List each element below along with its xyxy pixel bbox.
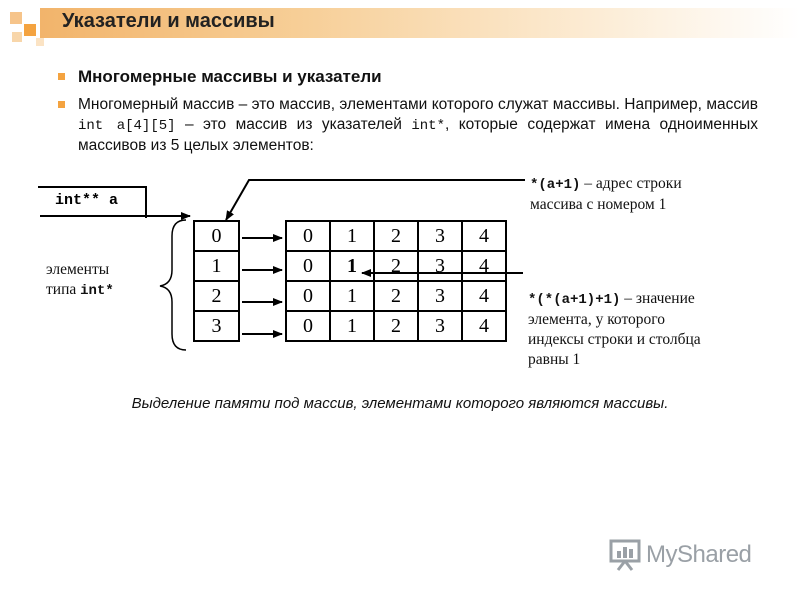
annotation-text: – адрес строки массива с номером 1 [530,175,682,213]
matrix-cell: 3 [417,310,463,342]
matrix-cell: 2 [373,220,419,252]
annotation-code: *(a+1) [530,177,581,193]
matrix-cell: 2 [373,310,419,342]
matrix-cell: 1 [329,250,375,282]
paragraph-text: , которые содержат имена одноименных массивов из 5 целых элементов: [78,116,758,154]
left-label-code: int* [80,283,114,299]
presentation-icon [608,538,642,572]
pointer-label: int** a [55,192,119,209]
matrix-cell: 1 [329,310,375,342]
annotation-text: – значение элемента, у которого индексы строки и столбца равны 1 [528,290,701,368]
matrix-cell: 0 [285,310,331,342]
curly-brace [160,220,186,350]
watermark-logo [608,538,751,572]
matrix-cell: 4 [461,220,507,252]
watermark-text: MyShared [646,541,752,568]
figure-caption: Выделение памяти под массив, элементами которого являются массивы. [131,395,669,412]
matrix-cell: 0 [285,280,331,312]
matrix-cell: 2 [373,280,419,312]
pointer-cell: 3 [193,310,240,342]
matrix-cell: 4 [461,250,507,282]
matrix-cell: 1 [329,220,375,252]
subheading: Многомерные массивы и указатели [78,67,382,86]
pointer-cell: 0 [193,220,240,252]
paragraph-text: – это массив из указателей [175,116,412,133]
matrix-cell: 3 [417,280,463,312]
matrix-cell: 1 [329,280,375,312]
matrix-cell: 4 [461,280,507,312]
paragraph-text: Многомерный массив – это массив, элементами которого служат массивы. Например, массив [78,96,758,113]
row-address-arrow [226,180,525,220]
matrix-cell: 3 [417,250,463,282]
page-title: Указатели и массивы [62,10,275,32]
matrix-cell: 4 [461,310,507,342]
pointer-cell: 2 [193,280,240,312]
matrix-cell: 2 [373,250,419,282]
left-label-text: элементы типа [46,261,110,298]
matrix-cell: 0 [285,250,331,282]
matrix-cell: 0 [285,220,331,252]
annotation-code: *(*(a+1)+1) [528,292,621,308]
code-int-ptr: int* [411,118,445,134]
code-int-a: int a[4][5] [78,118,176,134]
pointer-cell: 1 [193,250,240,282]
matrix-cell: 3 [417,220,463,252]
